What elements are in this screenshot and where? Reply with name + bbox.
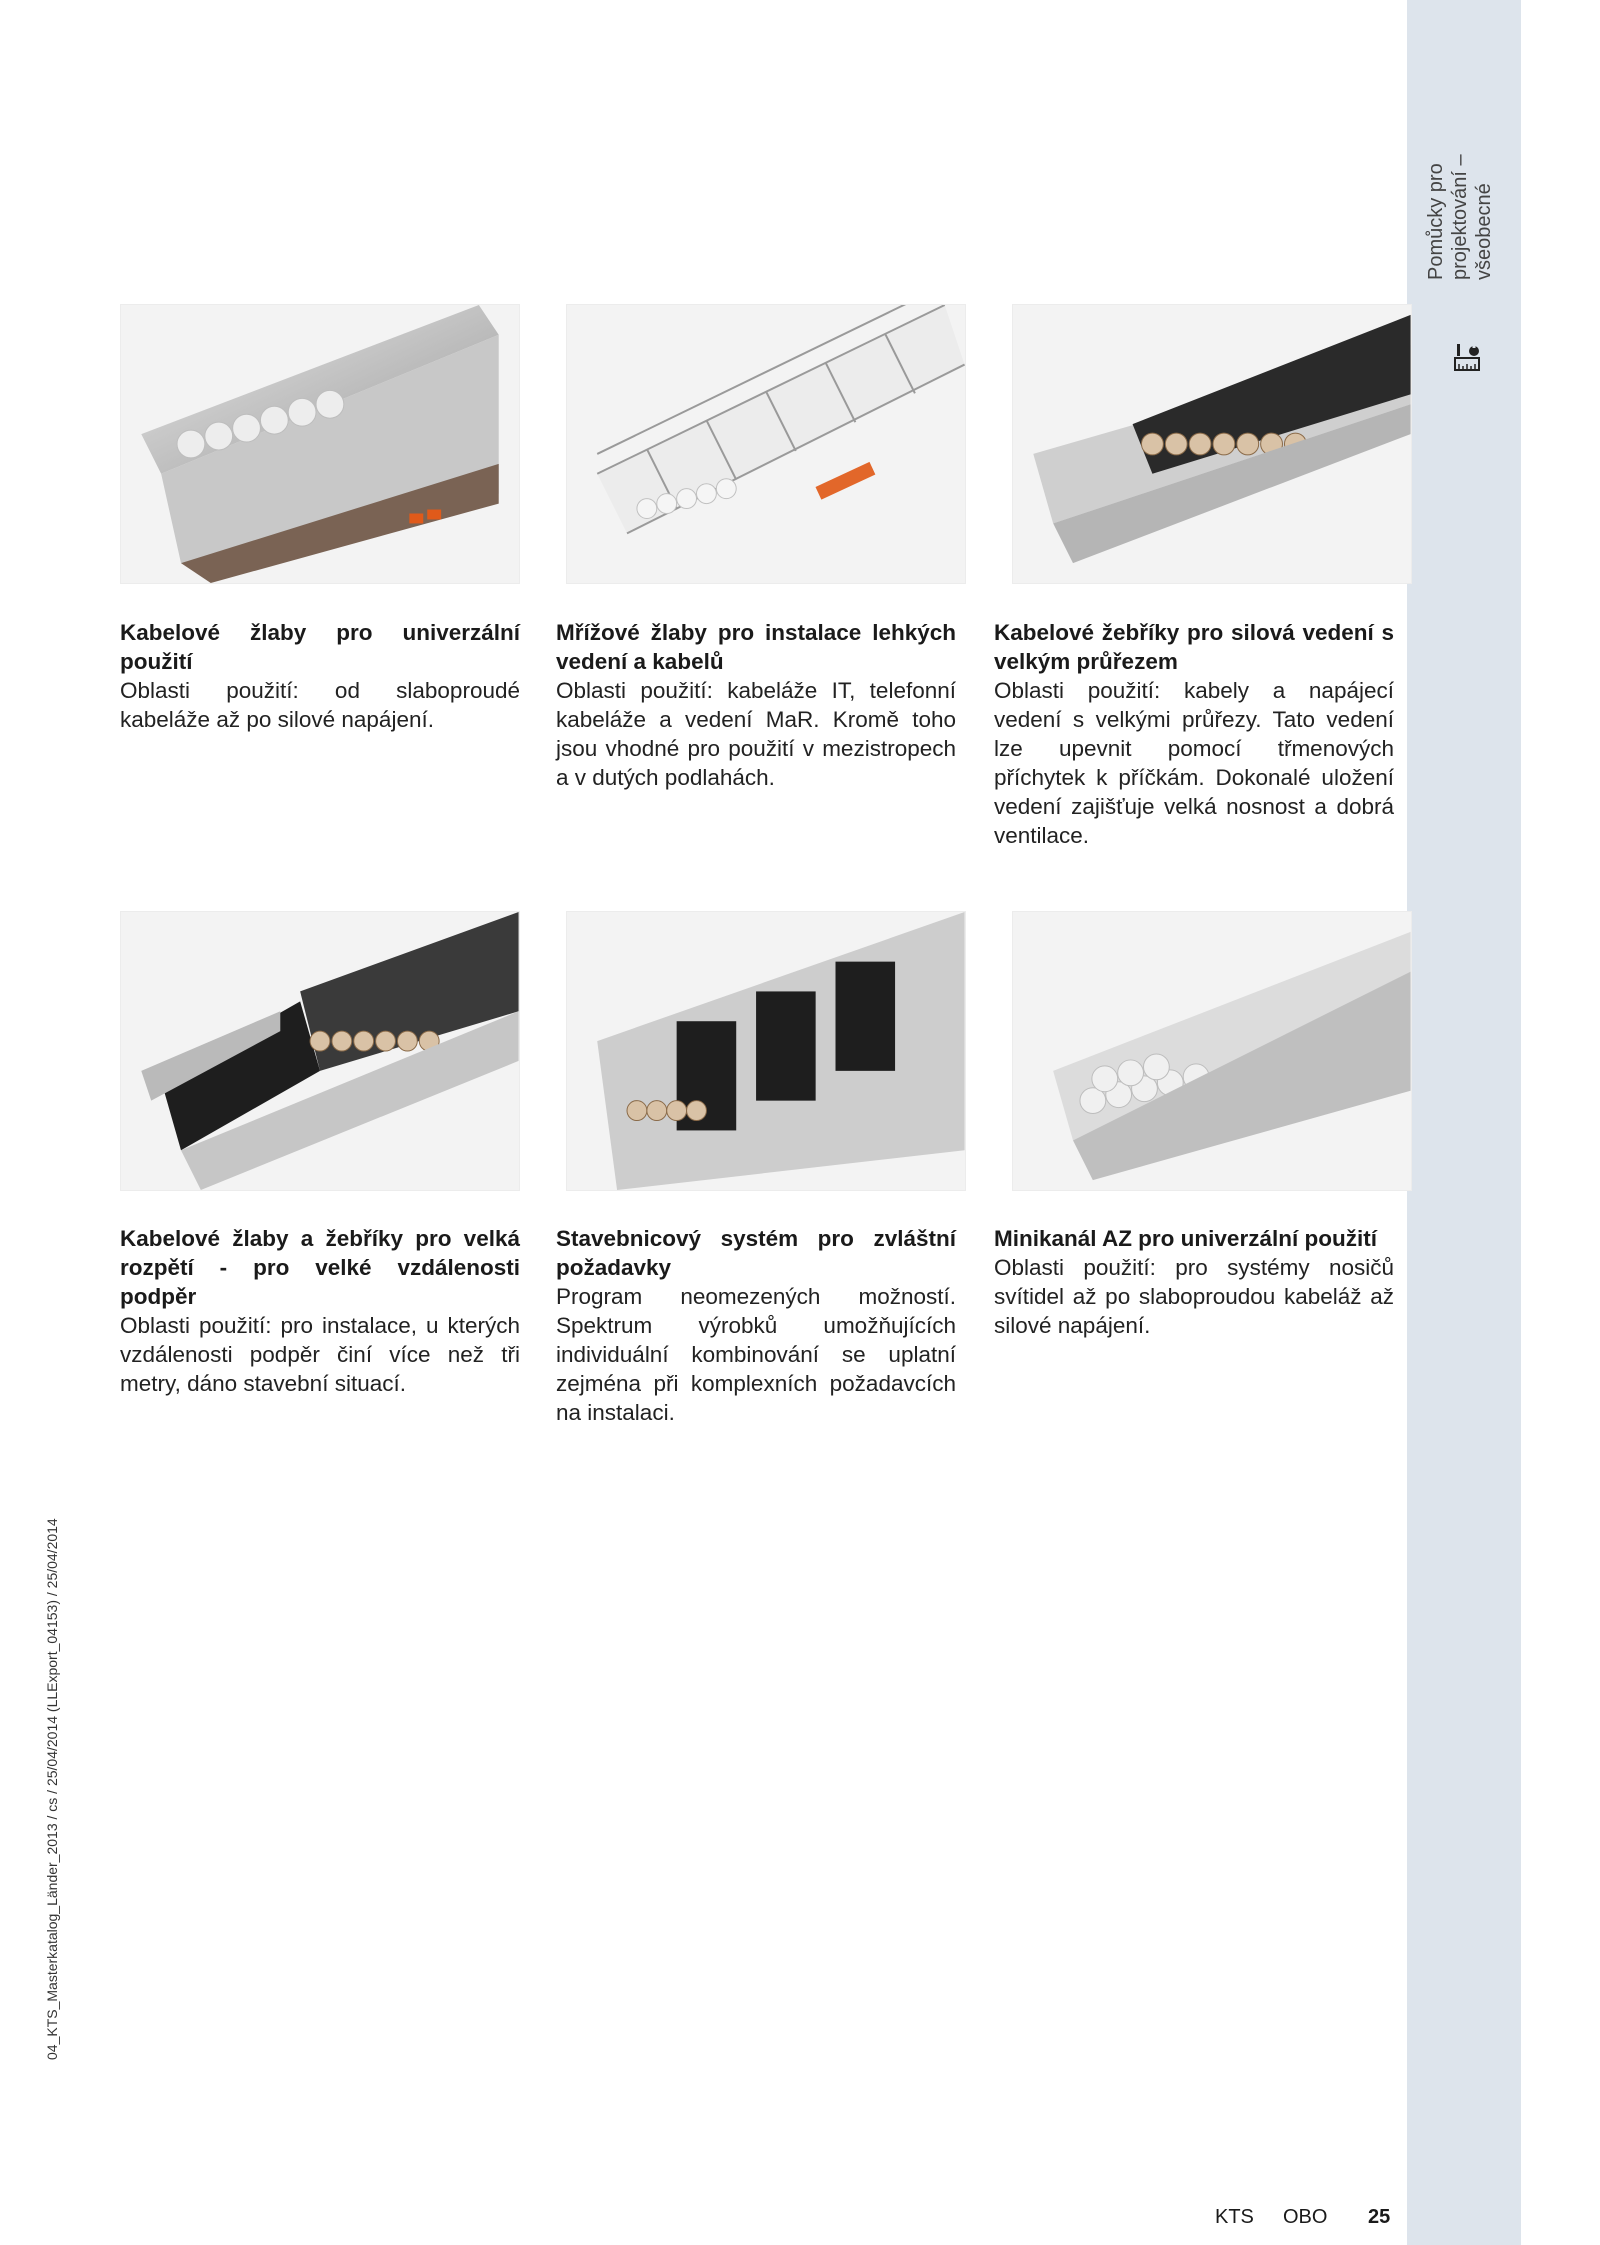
item-1-body: Oblasti použití: od slaboproudé kabeláže až po silové napájení. (120, 678, 520, 732)
item-1-title: Kabelové žlaby pro univerzální použití (120, 620, 520, 674)
wire-mesh-tray-image (566, 304, 966, 584)
footer-brand: OBO (1283, 2206, 1328, 2228)
sidebar-band (1407, 0, 1521, 2245)
item-5-body: Program neomezených možností. Spektrum výrobků umožňujících individuální kombinování se uplatní zejména při komplexních požadavcích na instalaci. (556, 1284, 956, 1425)
sidebar-label-line-2: projektování – (1449, 154, 1471, 280)
item-2-text (556, 618, 956, 792)
wide-span-tray-image (120, 911, 520, 1191)
item-6-body: Oblasti použití: pro systémy nosičů svítidel až po slaboproudou kabeláž až silové napájení. (994, 1255, 1394, 1338)
cable-ladder-image (1012, 304, 1412, 584)
item-3-body: Oblasti použití: kabely a napájecí vedení s velkými průřezy. Tato vedení lze upevnit pomocí třmenových příchytek k příčkám. Dokonalé uložení vedení zajišťuje velká nosnost a dobrá ventilace. (994, 678, 1394, 848)
item-2-body: Oblasti použití: kabeláže IT, telefonní kabeláže a vedení MaR. Kromě toho jsou vhodné pro použití v mezistropech a v dutých podlahách. (556, 678, 956, 790)
item-6-title: Minikanál AZ pro univerzální použití (994, 1226, 1377, 1251)
page-number: 25 (1368, 2206, 1391, 2228)
item-2-title: Mřížové žlaby pro instalace lehkých vedení a kabelů (556, 620, 956, 674)
perforated-cable-tray-image (120, 304, 520, 584)
item-3-text (994, 618, 1394, 850)
item-1-text (120, 618, 520, 734)
item-6-text (994, 1224, 1394, 1340)
item-3-title: Kabelové žebříky pro silová vedení s velkým průřezem (994, 620, 1394, 674)
tools-ruler-icon (1451, 342, 1483, 374)
mini-channel-image (1012, 911, 1412, 1191)
sidebar-label-line-1: Pomůcky pro (1425, 163, 1447, 280)
footer-section: KTS (1215, 2206, 1254, 2228)
modular-system-image (566, 911, 966, 1191)
sidebar-section-label (1424, 110, 1495, 280)
item-4-title: Kabelové žlaby a žebříky pro velká rozpětí - pro velké vzdálenosti podpěr (120, 1226, 520, 1309)
sidebar-label-line-3: všeobecné (1473, 183, 1495, 280)
item-4-body: Oblasti použití: pro instalace, u kterých vzdálenosti podpěr činí více než tři metry, dáno stavební situací. (120, 1313, 520, 1396)
export-metadata: 04_KTS_Masterkatalog_Länder_2013 / cs / 25/04/2014 (LLExport_04153) / 25/04/2014 (44, 1518, 60, 2060)
item-5-title: Stavebnicový systém pro zvláštní požadavky (556, 1226, 956, 1280)
item-4-text (120, 1224, 520, 1398)
item-5-text (556, 1224, 956, 1427)
